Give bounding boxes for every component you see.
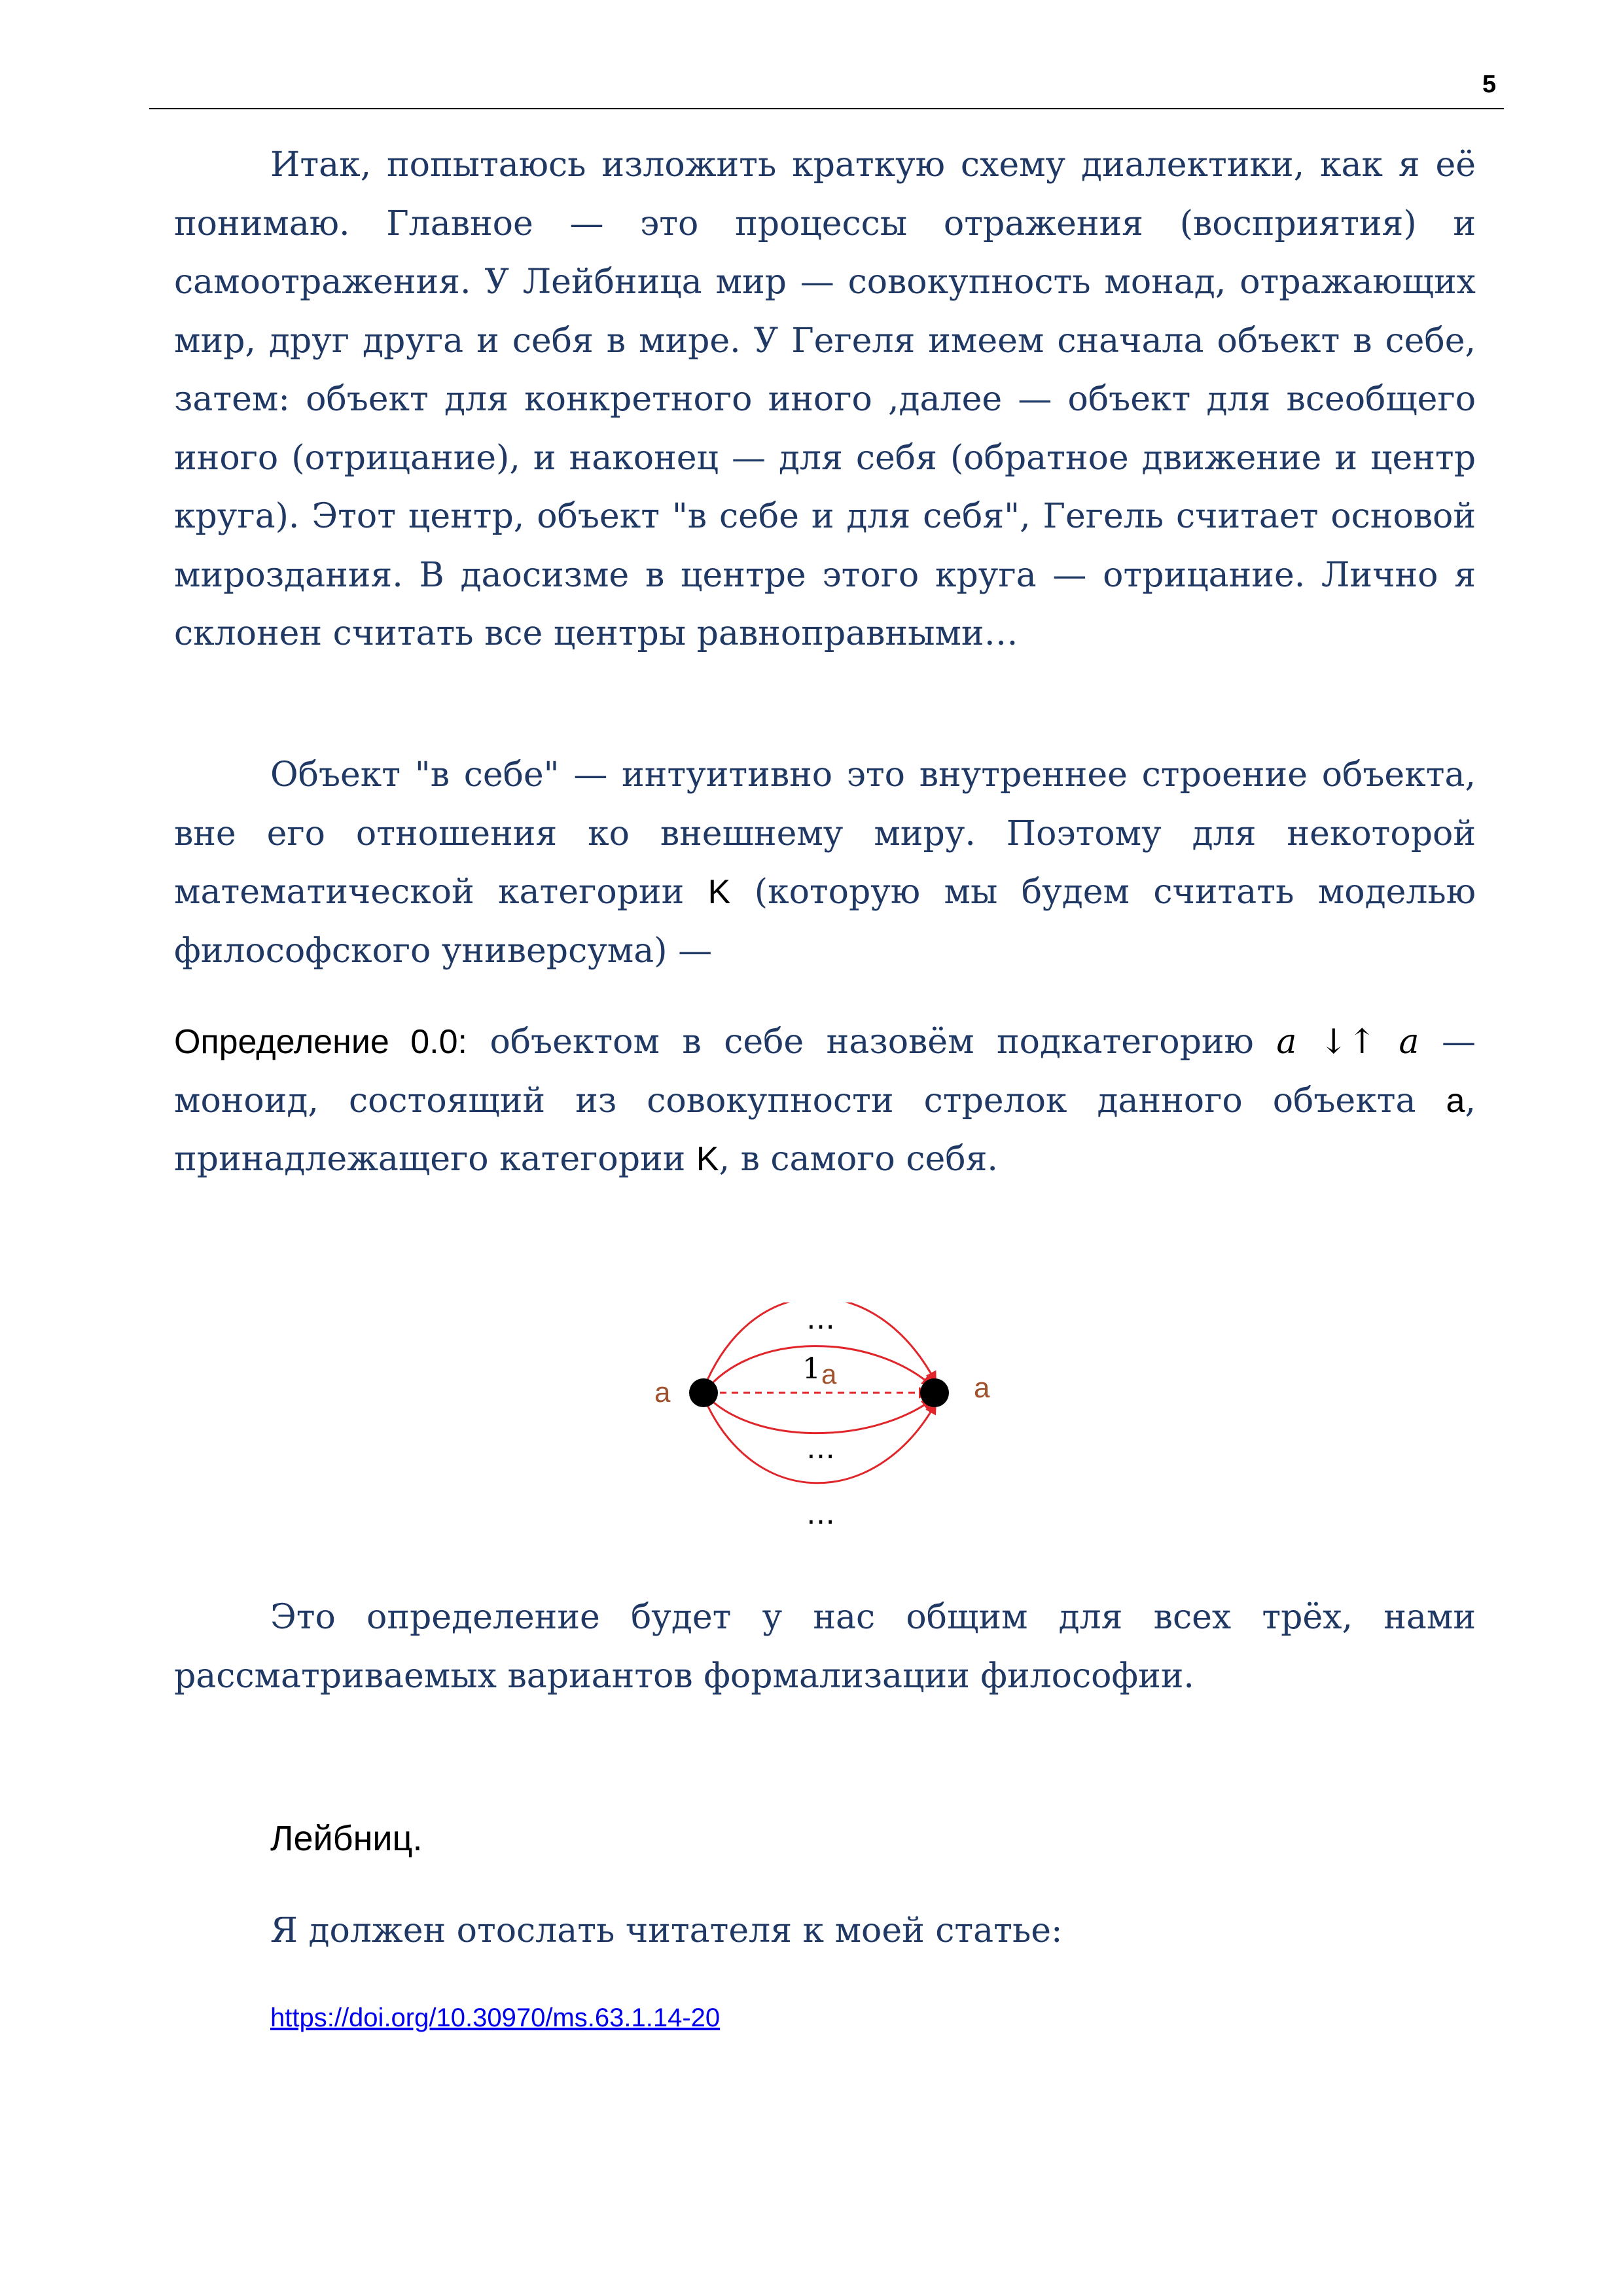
identity-label: 1 — [802, 1352, 821, 1386]
object-symbol: a — [1446, 1081, 1465, 1120]
target-label: a — [974, 1372, 990, 1404]
definition-text: — моноид, состоящий из совокупности стрелок данного объекта — [174, 1022, 1476, 1121]
inner-bottom-arrow — [705, 1395, 933, 1433]
paragraph-dialectics: Итак, попытаюсь изложить краткую схему диалектики, как я её понимаю. Главное — это процессы отражения (восприятия) и самоотражения. У Лейбница мир — совокупность монад, отражающих мир, друг друга и себя в мире. У Гегеля имеем сначала объект в себе, затем: объект для конкретного иного ,далее — объект для всеобщего иного (отрицание), и наконец — для себя (обратное движение и центр круга). Этот центр, объект "в себе и для себя", Гегель считает основой мироздания. В даосизме в центре этого круга — отрицание. Лично я склонен считать все центры равноправными… — [174, 145, 1476, 653]
ellipsis-top: … — [806, 1302, 835, 1336]
header-rule — [149, 108, 1504, 109]
paragraph-text: Объект "в себе" — интуитивно это внутреннее строение объекта, вне его отношения ко внешнему миру. Поэтому для некоторой математической категории — [174, 755, 1476, 912]
ellipsis-bottom-outer: … — [806, 1498, 835, 1531]
paragraph-text: (которую мы будем считать моделью философского универсума) — — [174, 872, 1476, 971]
category-symbol: K — [707, 873, 731, 911]
math-object-a: a — [1276, 1022, 1297, 1062]
paragraph-refer-reader: Я должен отослать читателя к моей статье: — [270, 1911, 1063, 1950]
definition-text: , в самого себя. — [719, 1139, 998, 1179]
definition-text: , принадлежащего категории — [174, 1081, 1476, 1179]
page-number: 5 — [1482, 71, 1497, 98]
section-title-period: . — [412, 1819, 423, 1858]
definition-text: объектом в себе назовём подкатегорию — [467, 1022, 1277, 1062]
monoid-diagram — [628, 1302, 1047, 1551]
definition-paragraph — [174, 1013, 1476, 1189]
arrows-symbol: ↓↑ — [1296, 1022, 1399, 1062]
ellipsis-bottom-inner: … — [806, 1432, 835, 1465]
section-title: Лейбниц — [270, 1819, 413, 1858]
paragraph-object-in-itself — [174, 746, 1476, 980]
paragraph-common-definition: Это определение будет у нас общим для всех трёх, нами рассматриваемых вариантов формализации философии. — [174, 1598, 1476, 1696]
target-node — [920, 1378, 949, 1407]
doi-link[interactable]: https://doi.org/10.30970/ms.63.1.14-20 — [270, 2003, 721, 2032]
section-heading — [270, 1818, 423, 1859]
math-object-a: a — [1399, 1022, 1419, 1062]
source-label: a — [654, 1376, 671, 1408]
definition-label: Определение 0.0: — [174, 1023, 467, 1061]
category-symbol: K — [696, 1140, 719, 1178]
source-node — [689, 1378, 718, 1407]
identity-subscript: a — [821, 1359, 837, 1390]
